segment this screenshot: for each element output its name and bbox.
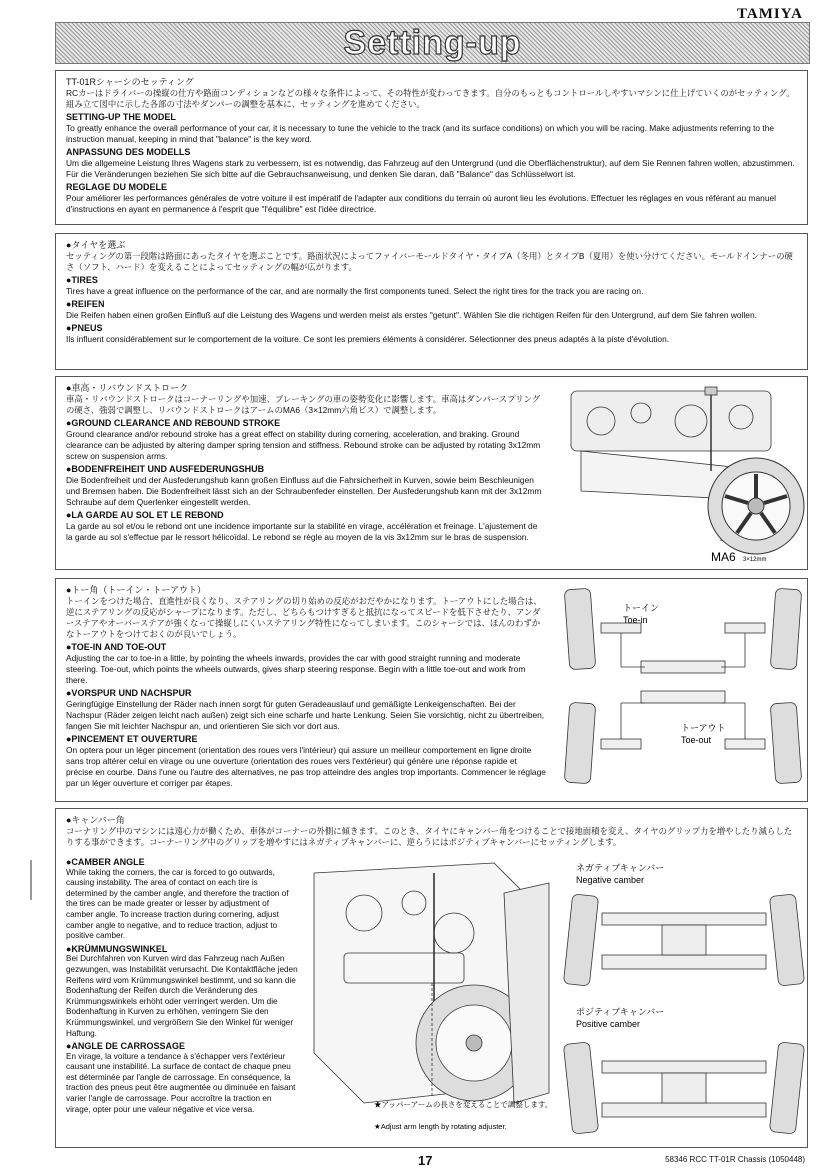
- negative-camber-jp-label: ネガティブキャンバー: [576, 863, 665, 873]
- intro-fr-heading: REGLAGE DU MODELE: [66, 182, 168, 192]
- ground-jp-heading: ●車高・リバウンドストローク: [66, 383, 189, 393]
- tires-fr-text: Ils influent considérablement sur le comportement de la voiture. Ce sont les premiers éléments à considérer. Sélectionner des pneus adaptés à la piste d'évolution.: [66, 334, 670, 344]
- intro-de-heading: ANPASSUNG DES MODELLS: [66, 147, 191, 157]
- toe-de-heading: ●VORSPUR UND NACHSPUR: [66, 688, 192, 698]
- ground-de-text: Die Bodenfreiheit und der Ausfederungshub kann großen Einfluss auf die Fahrsicherheit in Kurven, sowie beim Beschleunigen und Bremsen haben. Die Bodenfreiheit lässt sich an der Schraubenfeder einstellen. Der Ausfederungshub kann mit der 3x12mm Schraube auf dem Querlenker eingestellt werden.: [66, 475, 542, 507]
- toe-jp-text: トーインをつけた場合、直進性が良くなり、ステアリングの切り始めの反応がおだやかになります。トーアウトにした場合は、逆にステアリングの反応がシャープになります。ただし、どちらもつけすぎると抵抗になってスピードを低下させたり、アンダーステアやオーバーステアが強くなって操縦しにくいステアリング特性になってしまいます。このシャーシでは、ほんのわずかなトーアウトをつけておくのが良いでしょう。: [66, 596, 542, 639]
- toe-out-jp-label: トーアウト: [681, 723, 726, 733]
- toe-section: [55, 578, 808, 802]
- camber-text-column: [66, 855, 298, 1115]
- camber-en-heading: ●CAMBER ANGLE: [66, 857, 145, 867]
- intro-jp-text: RCカーはドライバーの操縦の仕方や路面コンディションなどの様々な条件によって、その特性が変わってきます。自分のもっともコントロールしやすいマシンに仕上げていくのがセッティング。組み立て図中に示した各部の寸法やダンパーの調整を基本に、セッティングを進めてください。: [66, 88, 795, 109]
- ground-fr-text: La garde au sol et/ou le rebond ont une incidence importante sur la stabilité en virage, accélération et freinage. L'ajustement de la garde au sol s'effectue par le ressort hélicoïdal. Le rebond se règle au moyen de la vis 3x12mm sur le bras de suspension.: [66, 521, 538, 542]
- toe-de-text: Geringfügige Einstellung der Räder nach innen sorgt für guten Geradeauslauf und gemäßigte Lenkeigenschaften. Bei der Nachspur (Räder zeigen leicht nach außen) zeigt sich eine scharfe und harte Lenkung. Seien Sie vorsichtig, nicht zu übertreiben, fangen Sie mit leichter Nachspur an, und orientieren Sie sich vor dort aus.: [66, 699, 545, 731]
- negative-camber-en-label: Negative camber: [576, 875, 645, 885]
- camber-jp-heading: ●キャンバー角: [66, 815, 125, 825]
- toe-diagram: [561, 583, 805, 799]
- toe-jp-heading: ●トー角（トーイン・トーアウト）: [66, 585, 206, 595]
- camber-en-text: While taking the corners, the car is forced to go outwards, causing instability. The area of contact on each tire is determined by the camber angle, and therefore the traction of the tires can be made greater or lesser by adjustment of camber angle. To increase traction during cornering, adjust camber angle to negative, and to reduce traction, adjust to positive camber.: [66, 867, 289, 941]
- ma6-size-label: 3×12mm: [743, 557, 767, 563]
- positive-camber-drawing: [563, 1042, 804, 1134]
- intro-en-text: To greatly enhance the overall performance of your car, it is necessary to tune the vehicle to the track (and its surface conditions) on which you will be racing. Make adjustments referring to the instruction manual, keeping in mind that "balance" is the key word.: [66, 123, 775, 144]
- tires-fr-heading: ●PNEUS: [66, 323, 103, 333]
- ground-jp-text: 車高・リバウンドストロークはコーナーリングや加速、ブレーキングの車の姿勢変化に影響します。車高はダンパースプリングの硬さ、強弱で調整し、リバウンドストロークはアームのMA6（3×12mm六角ビス）で調整します。: [66, 394, 541, 415]
- camber-note-jp: ★アッパーアームの長さを変えることで調整します。: [374, 1100, 553, 1109]
- toe-in-drawing: [564, 588, 802, 673]
- toe-out-en-label: Toe-out: [681, 735, 712, 745]
- tires-de-text: Die Reifen haben einen großen Einfluß auf die Leistung des Wagens und werden meist als erstes "getunt". Wählen Sie die richtigen Reifen für den Untergrund, auf dem Sie fahren wollen.: [66, 310, 757, 320]
- toe-en-heading: ●TOE-IN AND TOE-OUT: [66, 642, 167, 652]
- tires-en-text: Tires have a great influence on the performance of the car, and are normally the first components tuned. Select the right tires for the track you are racing on.: [66, 286, 644, 296]
- intro-en-heading: SETTING-UP THE MODEL: [66, 112, 176, 122]
- camber-diagram: [562, 859, 806, 1145]
- ground-de-heading: ●BODENFREIHEIT UND AUSFEDERUNGSHUB: [66, 464, 265, 474]
- positive-camber-en-label: Positive camber: [576, 1019, 641, 1029]
- camber-de-heading: ●KRÜMMUNGSWINKEL: [66, 943, 168, 954]
- intro-fr-text: Pour améliorer les performances générales de votre voiture il est impératif de l'adapter aux conditions du terrain où auront lieu les évolutions. Effectuer les réglages en vous référant au manuel d'instructions en ayant en permanence à l'esprit que "l'équilibre" est l'idée directrice.: [66, 193, 776, 214]
- camber-section: [55, 808, 808, 1148]
- document-reference: 58346 RCC TT-01R Chassis (1050448): [665, 1155, 805, 1164]
- intro-jp-title: TT-01Rシャーシのセッティング: [66, 77, 194, 87]
- ground-clearance-section: [55, 376, 808, 570]
- camber-fr-heading: ●ANGLE DE CARROSSAGE: [66, 1041, 185, 1052]
- page-banner: [55, 22, 810, 64]
- camber-jp-text: コーナリング中のマシンには遠心力が働くため、車体がコーナーの外側に傾きます。このとき、タイヤにキャンバー角をつけることで接地面積を変え、タイヤのグリップ力を増やしたり減らしたりする事ができます。コーナーリング中のグリップを増やすにはネガティブキャンバーに、逆らうにはポジティブキャンバーにセッティングします。: [66, 826, 793, 847]
- ma6-label: MA6: [711, 550, 736, 564]
- tires-section: [55, 233, 808, 370]
- tires-en-heading: ●TIRES: [66, 275, 98, 285]
- tires-jp-heading: ●タイヤを選ぶ: [66, 240, 126, 250]
- margin-mark: [30, 860, 32, 900]
- toe-in-en-label: Toe-in: [623, 615, 648, 625]
- tires-de-heading: ●REIFEN: [66, 299, 105, 309]
- brand-logo: TAMIYA: [736, 6, 803, 22]
- tires-jp-text: セッティングの第一段階は路面にあったタイヤを選ぶことです。路面状況によってファイバーモールドタイヤ・タイプA（冬用）とタイプB（夏用）を使い分けてください。モールドインナーの硬さ（ソフト、ハード）を変えることによってセッティングの幅が広がります。: [66, 251, 793, 272]
- ground-en-heading: ●GROUND CLEARANCE AND REBOUND STROKE: [66, 418, 281, 428]
- toe-fr-text: On optera pour un léger pincement (orientation des roues vers l'intérieur) qui assure un meilleur comportement en ligne droite sans trop altérer celui en virage ou une ouverture (orientation des roues vers l'extérieur) qui génère une réponse rapide et précise en courbe. Dans l'une ou l'autre des alternatives, ne pas trop atteindre des angles trop importants. Commencer le réglage par un léger ouverture et corriger par étapes.: [66, 745, 546, 788]
- ground-fr-heading: ●LA GARDE AU SOL ET LE REBOND: [66, 510, 224, 520]
- suspension-illustration: [561, 381, 805, 567]
- toe-in-jp-label: トーイン: [623, 603, 660, 613]
- wheel-drawing: [708, 458, 804, 554]
- ground-en-text: Ground clearance and/or rebound stroke has a great effect on stability during cornering, acceleration, and braking. Ground clearance can be adjusted by altering damper spring tension and stiffness. Rebound stroke can be adjusted by rotating 3x12mm screw on suspension arms.: [66, 429, 541, 461]
- intro-de-text: Um die allgemeine Leistung Ihres Wagens stark zu verbessern, ist es notwendig, das Fahrzeug auf den Untergrund (und die Oberflächenstruktur), auf dem Sie Rennen fahren wollen, abzustimmen. Für die Veränderungen beziehen Sie sich bitte auf die Gebrauchsanweisung, und denken Sie daran, daß "Balance" das Schlüsselwort ist.: [66, 158, 795, 179]
- camber-adjust-illustration: [304, 853, 554, 1145]
- positive-camber-jp-label: ポジティブキャンバー: [576, 1007, 665, 1017]
- toe-en-text: Adjusting the car to toe-in a little, by pointing the wheels inwards, provides the car with good straight running and moderate steering. Toe-out, which points the wheels outwards, gives sharp steering response. Begin with a little toe-out and work from there.: [66, 653, 526, 685]
- camber-de-text: Bei Durchfahren von Kurven wird das Fahrzeug nach Außen gezwungen, was Instabilität verursacht. Die Kontaktfläche jeden Reifens wird vom Krümmungswinkel bestimmt, und so kann die Bodenhaftung der Reifen durch die Veränderung des Krümmungswinkels erhöht oder verringert werden. Um die Bodenhaftung in Kurven zu erhöhen, verringern Sie den Krümmungswinkel, und vergrößern Sie den Winkel für weniger Haftung.: [66, 954, 298, 1038]
- intro-section: [55, 70, 808, 225]
- page-number: 17: [418, 1153, 433, 1168]
- toe-fr-heading: ●PINCEMENT ET OUVERTURE: [66, 734, 198, 744]
- negative-camber-drawing: [563, 894, 804, 986]
- camber-note-en: ★Adjust arm length by rotating adjuster.: [374, 1122, 507, 1131]
- camber-fr-text: En virage, la voiture a tendance à s'échapper vers l'extérieur causant une instabilité. La surface de contact de chaque pneu est déterminée par l'angle de carrossage. En conséquence, la traction des pneus peut être augmentée ou diminuée en faisant varier l'angle de carrossage. Pour accroître la traction en virage, opter pour une valeur négative et vice versa.: [66, 1051, 296, 1114]
- banner-title: Setting-up: [343, 23, 522, 62]
